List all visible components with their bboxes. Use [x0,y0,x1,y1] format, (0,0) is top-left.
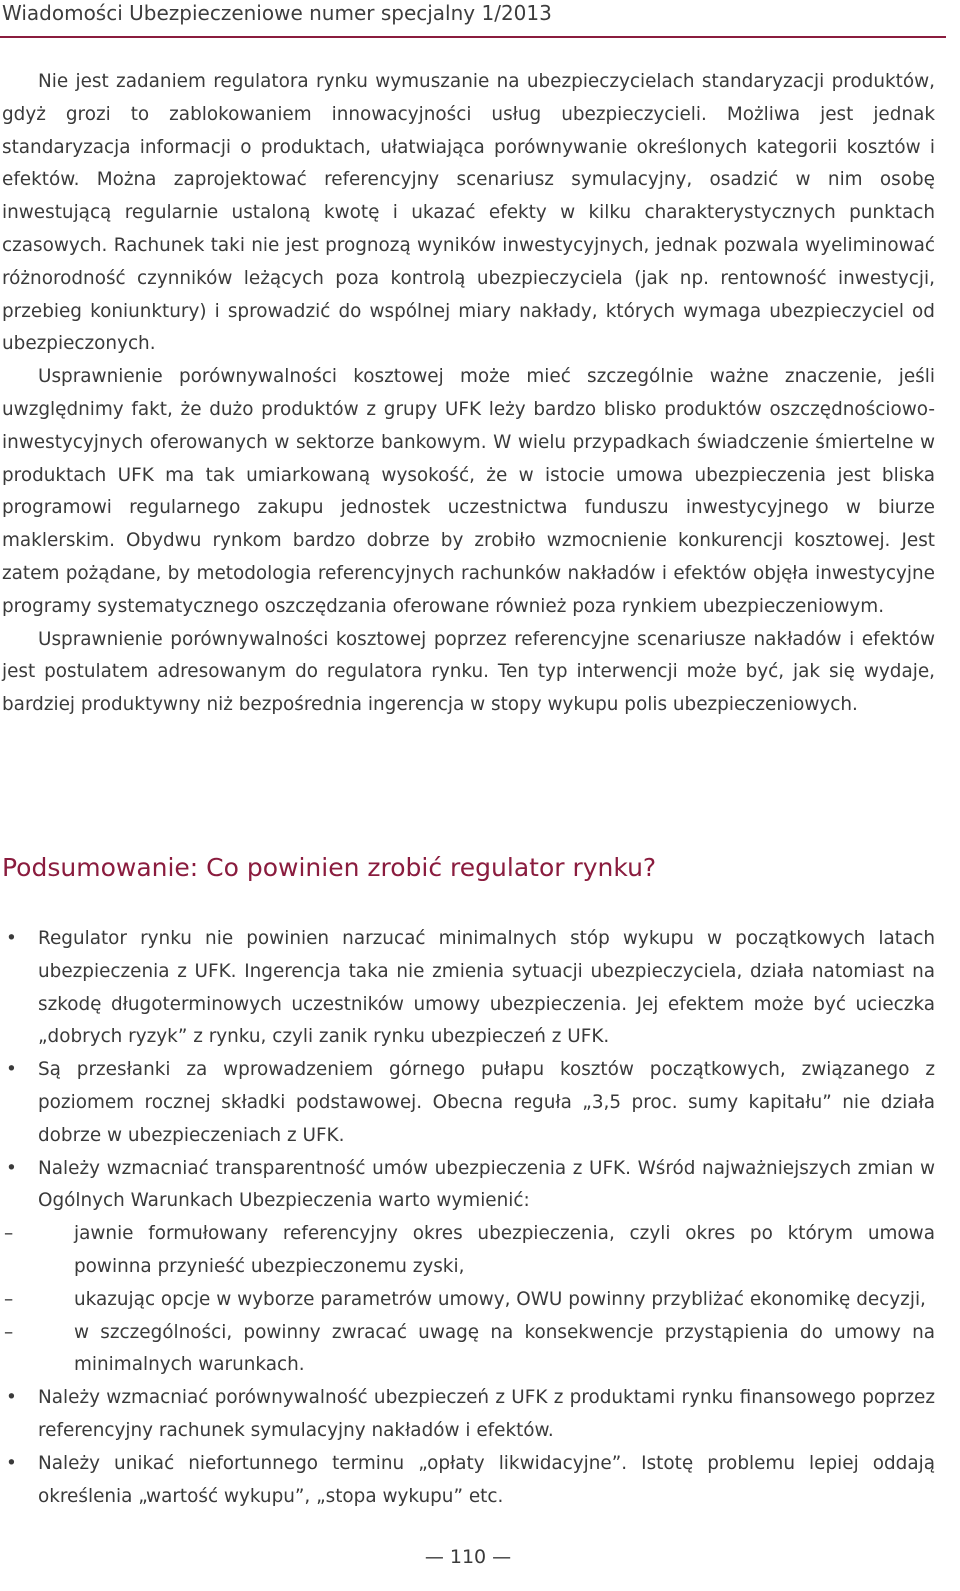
list-item [2,1054,935,1152]
page-number: — 110 — [424,1546,512,1568]
list-item-text: Regulator rynku nie powinien narzucać minimalnych stóp wykupu w początkowych latach ubezpieczenia z UFK. Ingerencja taka nie zmienia sytuacji ubezpieczyciela, działa natomiast na szkodę długoterminowych uczestników umowy ubezpieczenia. Jej efektem może być ucieczka „dobrych ryzyk” z rynku, czyli zanik rynku ubezpieczeń z UFK. [38,928,935,1048]
paragraph: Usprawnienie porównywalności kosztowej może mieć szczególnie ważne znaczenie, jeśli uwzględnimy fakt, że dużo produktów z grupy UFK leży bardzo blisko produktów oszczędnościowo-inwestycyjnych oferowanych w sektorze bankowym. W wielu przypadkach świadczenie śmiertelne w produktach UFK ma tak umiarkowaną wysokość, że w istocie umowa ubezpieczenia jest bliska programowi regularnego zakupu jednostek uczestnictwa funduszu inwestycyjnego w biurze maklerskim. Obydwu rynkom bardzo dobrze by zrobiło wzmocnienie konkurencji kosztowej. Jest zatem pożądane, by metodologia referencyjnych rachunków nakładów i efektów objęła inwestycyjne programy systematycznego oszczędzania oferowane również poza rynkiem ubezpieczeniowym. [2,366,935,617]
list-item [2,923,935,1054]
list-item [2,1448,935,1514]
bullet-icon: • [6,1059,17,1081]
sub-list-item [2,1317,935,1383]
list-item-text: Są przesłanki za wprowadzeniem górnego pułapu kosztów początkowych, związanego z poziomem rocznej składki podstawowej. Obecna reguła „3,5 proc. sumy kapitału” nie działa dobrze w ubezpieczeniach z UFK. [38,1059,935,1146]
dash-icon: – [4,1321,14,1343]
sub-list-item-text: ukazując opcje w wyborze parametrów umowy, OWU powinny przybliżać ekonomikę decyzji, [74,1288,926,1310]
summary-list [2,923,935,1513]
list-item-text: Należy wzmacniać porównywalność ubezpieczeń z UFK z produktami rynku finansowego poprzez referencyjny rachunek symulacyjny nakładów i efektów. [38,1387,935,1441]
dash-icon: – [4,1288,14,1310]
body-text [2,66,935,722]
dash-icon: – [4,1223,14,1245]
journal-title: Wiadomości Ubezpieczeniowe numer specjalny 1/2013 [2,1,552,25]
sub-list-item-text: w szczególności, powinny zwracać uwagę na konsekwencje przystąpienia do umowy na minimalnych warunkach. [74,1321,935,1376]
sub-list-item [2,1284,935,1317]
paragraph: Usprawnienie porównywalności kosztowej poprzez referencyjne scenariusze nakładów i efektów jest postulatem adresowanym do regulatora rynku. Ten typ interwencji może być, jak się wydaje, bardziej produktywny niż bezpośrednia ingerencja w stopy wykupu polis ubezpieczeniowych. [2,628,935,716]
list-item [2,1382,935,1448]
list-item [2,1153,935,1383]
sub-list-item [2,1218,935,1284]
section-heading: Podsumowanie: Co powinien zrobić regulator rynku? [2,853,657,882]
bullet-icon: • [6,1387,17,1409]
list-item-text: Należy unikać niefortunnego terminu „opłaty likwidacyjne”. Istotę problemu lepiej oddają określenia „wartość wykupu”, „stopa wykupu” etc. [38,1452,935,1507]
bullet-icon: • [6,1452,17,1474]
sub-list-item-text: jawnie formułowany referencyjny okres ubezpieczenia, czyli okres po którym umowa powinna przynieść ubezpieczonemu zyski, [74,1223,935,1277]
bullet-icon: • [6,1157,17,1179]
paragraph: Nie jest zadaniem regulatora rynku wymuszanie na ubezpieczycielach standaryzacji produktów, gdyż grozi to zablokowaniem innowacyjności usług ubezpieczycieli. Możliwa jest jednak standaryzacja informacji o produktach, ułatwiająca porównywanie określonych kategorii kosztów i efektów. Można zaprojektować referencyjny scenariusz symulacyjny, osadzić w nim osobę inwestującą regularnie ustaloną kwotę i ukazać efekty w kilku charakterystycznych punktach czasowych. Rachunek taki nie jest prognozą wyników inwestycyjnych, jednak pozwala wyeliminować różnorodność czynników leżących poza kontrolą ubezpieczyciela (jak np. rentowność inwestycji, przebieg koniunktury) i sprowadzić do wspólnej miary nakłady, których wymaga ubezpieczyciel od ubezpieczonych. [2,71,935,355]
bullet-icon: • [6,928,17,949]
sub-list [4,1218,935,1382]
list-item-text: Należy wzmacniać transparentność umów ubezpieczenia z UFK. Wśród najważniejszych zmian w Ogólnych Warunkach Ubezpieczenia warto wymienić: [38,1157,935,1212]
running-header [0,0,946,38]
